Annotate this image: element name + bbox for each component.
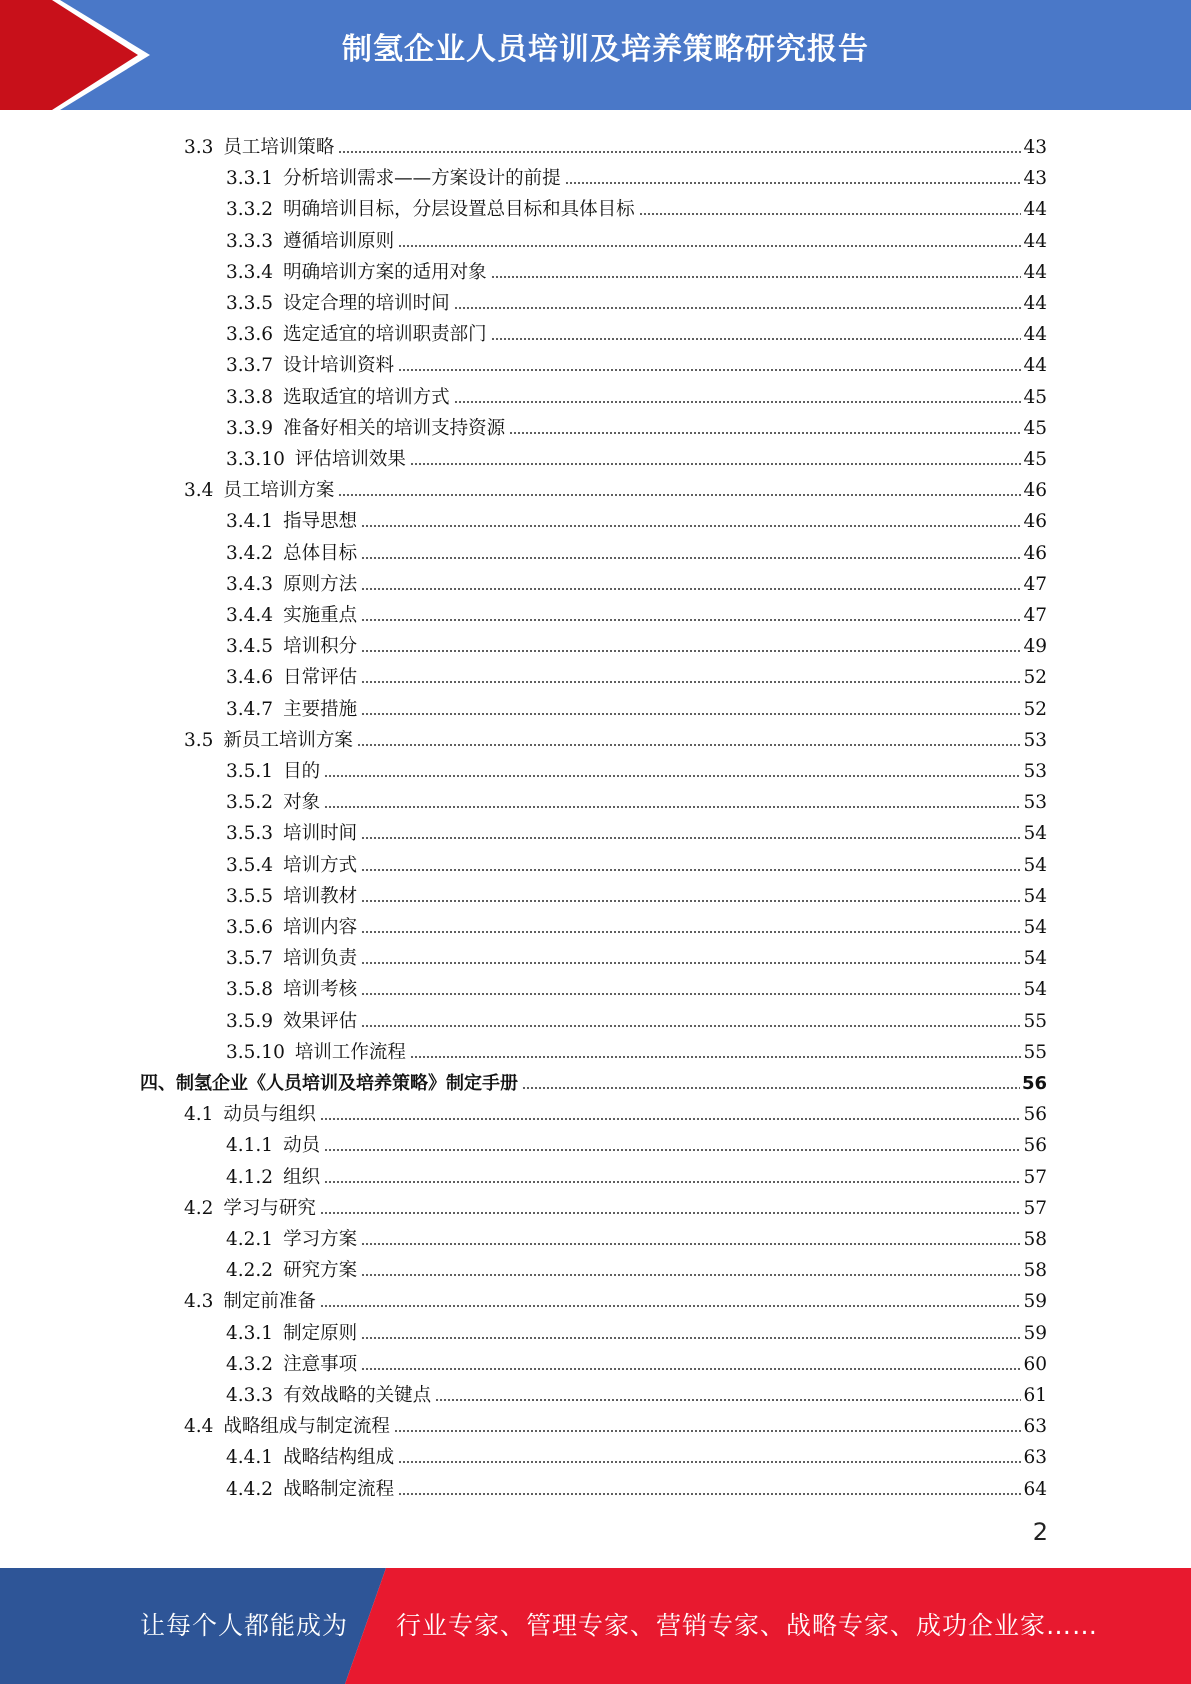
toc-dot-leader [361,1273,1021,1277]
toc-entry-page: 53 [1023,761,1047,782]
toc-entry[interactable] [226,315,1047,346]
toc-entry-number: 3.4.7 [226,698,274,720]
toc-entry-title: 有效战略的关键点 [283,1385,432,1406]
toc-entry-title: 设计培训资料 [283,355,395,377]
toc-entry[interactable] [226,190,1047,221]
toc-entry-number: 3.5.3 [226,823,274,845]
toc-entry-number: 3.4 [184,480,214,502]
toc-entry-title: 员工培训方案 [223,480,335,502]
toc-entry-page: 60 [1023,1353,1047,1375]
toc-entry-number: 4.2.2 [226,1260,274,1282]
toc-entry-number: 3.3.9 [226,417,274,439]
toc-entry-title: 制定前准备 [223,1291,316,1313]
toc-entry-page: 54 [1023,854,1047,876]
toc-entry-page: 56 [1023,1135,1047,1157]
toc-dot-leader [357,743,1022,747]
toc-entry-number: 3.4.1 [226,511,274,533]
toc-entry-page: 55 [1023,1041,1047,1063]
toc-dot-leader [361,868,1021,872]
toc-entry-page: 61 [1023,1385,1047,1406]
toc-dot-leader [398,244,1021,248]
toc-entry-number: 4.3.2 [226,1353,274,1375]
toc-entry-number: 3.5.10 [226,1041,285,1063]
toc-entry-page: 55 [1023,1010,1047,1032]
toc-entry-title: 设定合理的培训时间 [283,293,450,314]
toc-dot-leader [361,524,1021,528]
toc-entry-number: 3.3.2 [226,199,274,221]
toc-entry[interactable] [226,596,1047,627]
toc-entry[interactable] [226,409,1047,440]
toc-entry-page: 43 [1023,137,1047,158]
toc-dot-leader [361,1242,1021,1246]
toc-entry-title: 战略组成与制定流程 [223,1416,390,1438]
toc-entry-page: 47 [1023,605,1047,626]
toc-entry[interactable] [226,1126,1047,1157]
toc-entry-page: 57 [1023,1166,1047,1188]
toc-entry-number: 4.4.2 [226,1478,274,1500]
toc-entry-title: 动员 [283,1135,321,1157]
toc-entry-title: 新员工培训方案 [223,729,353,751]
toc-dot-leader [320,1117,1022,1121]
toc-entry[interactable] [226,284,1047,315]
toc-entry-number: 4.1.1 [226,1135,274,1157]
toc-entry-page: 54 [1023,948,1047,970]
toc-entry-number: 3.5.7 [226,948,274,970]
toc-entry[interactable] [226,908,1047,939]
toc-entry-title: 战略制定流程 [283,1478,395,1500]
toc-dot-leader [361,618,1021,622]
toc-dot-leader [324,805,1021,809]
toc-dot-leader [361,992,1021,996]
toc-entry-title: 学习与研究 [223,1197,316,1219]
toc-entry-page: 44 [1023,261,1047,283]
toc-entry[interactable] [140,1064,1047,1095]
toc-entry[interactable] [226,1158,1047,1189]
toc-entry-number: 3.3.5 [226,293,274,314]
toc-entry-title: 培训积分 [283,636,358,658]
toc-dot-leader [398,1460,1021,1464]
toc-entry-page: 45 [1023,417,1047,439]
toc-entry-page: 54 [1023,823,1047,845]
toc-entry[interactable] [226,159,1047,190]
toc-entry[interactable] [184,471,1047,502]
toc-entry[interactable] [226,783,1047,814]
toc-entry-number: 3.5 [184,729,214,751]
toc-entry[interactable] [226,1438,1047,1469]
toc-entry-page: 58 [1023,1229,1047,1250]
toc-entry-number: 4.4.1 [226,1447,274,1469]
toc-entry[interactable] [226,1033,1047,1064]
toc-entry[interactable] [226,690,1047,721]
toc-entry-page: 63 [1023,1416,1047,1438]
toc-entry-page: 63 [1023,1447,1047,1469]
toc-entry[interactable] [226,440,1047,471]
toc-entry-page: 47 [1023,573,1047,595]
toc-entry-number: 4.2.1 [226,1229,274,1250]
toc-entry-title: 动员与组织 [223,1104,316,1126]
toc-entry-page: 44 [1023,355,1047,377]
toc-entry-title: 指导思想 [283,511,358,533]
toc-entry-page: 45 [1023,386,1047,408]
toc-entry-page: 44 [1023,230,1047,252]
toc-entry-page: 54 [1023,885,1047,907]
toc-entry-page: 59 [1023,1322,1047,1344]
toc-entry-number: 3.3.1 [226,168,274,190]
toc-entry-title: 培训内容 [283,917,358,938]
toc-entry-number: 3.5.6 [226,917,274,938]
toc-entry-title: 选取适宜的培训方式 [283,386,450,408]
toc-entry-title: 分析培训需求——方案设计的前提 [283,168,561,190]
toc-entry-number: 3.3.10 [226,449,285,470]
toc-entry[interactable] [226,1470,1047,1501]
toc-entry[interactable] [184,1407,1047,1438]
toc-entry-number: 4.1.2 [226,1166,274,1188]
toc-entry[interactable] [226,627,1047,658]
toc-entry-number: 3.3.6 [226,324,274,346]
toc-entry-number: 3.5.2 [226,792,274,814]
toc-entry-number: 3.5.1 [226,761,274,782]
toc-entry-number: 3.5.4 [226,854,274,876]
toc-entry-page: 64 [1023,1478,1047,1500]
toc-entry-number: 3.3.8 [226,386,274,408]
toc-entry[interactable] [226,1345,1047,1376]
toc-entry-title: 选定适宜的培训职责部门 [283,324,487,346]
toc-dot-leader [361,556,1021,560]
toc-entry-title: 组织 [283,1166,321,1188]
document-title: 制氢企业人员培训及培养策略研究报告 [342,32,869,67]
toc-entry-number: 3.5.9 [226,1010,274,1032]
toc-dot-leader [398,1492,1021,1496]
toc-entry-number: 3.4.3 [226,573,274,595]
toc-entry-page: 44 [1023,324,1047,346]
toc-dot-leader [320,1304,1022,1308]
toc-entry-number: 3.3.4 [226,261,274,283]
toc-entry-title: 日常评估 [283,667,358,689]
toc-dot-leader [361,836,1021,840]
toc-dot-leader [361,1336,1021,1340]
toc-entry-page: 44 [1023,199,1047,221]
toc-entry-title: 对象 [283,792,321,814]
toc-entry-page: 43 [1023,168,1047,190]
toc-entry-page: 46 [1023,542,1047,564]
toc-dot-leader [639,212,1022,216]
toc-dot-leader [565,181,1022,185]
toc-entry-number: 3.5.5 [226,885,274,907]
toc-entry-title: 遵循培训原则 [283,230,395,252]
toc-entry-page: 53 [1023,792,1047,814]
toc-dot-leader [361,1024,1021,1028]
toc-entry-page: 46 [1023,480,1047,502]
toc-dot-leader [361,712,1021,716]
toc-dot-leader [361,649,1021,653]
toc-entry-title: 研究方案 [283,1260,358,1282]
toc-entry[interactable] [226,970,1047,1001]
toc-entry-number: 4.3 [184,1291,214,1313]
toc-entry[interactable] [226,814,1047,845]
toc-entry-title: 评估培训效果 [294,449,406,470]
toc-entry-page: 44 [1023,293,1047,314]
toc-dot-leader [324,774,1021,778]
toc-entry-number: 3.3.3 [226,230,274,252]
toc-entry-number: 3.4.4 [226,605,274,626]
toc-entry-page: 54 [1023,979,1047,1001]
toc-entry-title: 培训考核 [283,979,358,1001]
toc-dot-leader [324,1180,1021,1184]
toc-entry[interactable] [226,253,1047,284]
toc-entry-title: 培训教材 [283,885,358,907]
toc-entry[interactable] [226,1314,1047,1345]
toc-dot-leader [324,1148,1021,1152]
toc-entry[interactable] [226,752,1047,783]
toc-entry-number: 3.3 [184,137,214,158]
toc-entry-page: 57 [1023,1197,1047,1219]
toc-entry[interactable] [184,1282,1047,1313]
toc-entry-page: 45 [1023,449,1047,470]
toc-entry-title: 四、制氢企业《人员培训及培养策略》制定手册 [140,1073,518,1094]
toc-dot-leader [361,587,1021,591]
toc-entry-title: 准备好相关的培训支持资源 [283,417,506,439]
page-footer [0,1568,1191,1684]
toc-dot-leader [338,150,1021,154]
toc-dot-leader [509,431,1021,435]
toc-entry-number: 4.3.1 [226,1322,274,1344]
toc-entry-page: 49 [1023,636,1047,658]
toc-entry-page: 46 [1023,511,1047,533]
toc-entry-number: 3.4.5 [226,636,274,658]
toc-entry[interactable] [226,222,1047,253]
toc-entry[interactable] [226,1251,1047,1282]
toc-entry[interactable] [184,128,1047,159]
toc-entry-title: 主要措施 [283,698,358,720]
toc-entry[interactable] [226,378,1047,409]
toc-entry-title: 明确培训方案的适用对象 [283,261,487,283]
toc-entry-number: 3.4.2 [226,542,274,564]
toc-entry[interactable] [226,534,1047,565]
toc-entry[interactable] [226,502,1047,533]
toc-dot-leader [491,275,1022,279]
toc-entry[interactable] [184,721,1047,752]
toc-entry-title: 效果评估 [283,1010,358,1032]
toc-entry[interactable] [184,1189,1047,1220]
toc-entry-number: 4.3.3 [226,1385,274,1406]
toc-entry-title: 学习方案 [283,1229,358,1250]
toc-entry[interactable] [226,658,1047,689]
toc-dot-leader [361,899,1021,903]
toc-dot-leader [361,680,1021,684]
toc-dot-leader [522,1086,1020,1090]
toc-entry-title: 培训负责 [283,948,358,970]
toc-entry-page: 58 [1023,1260,1047,1282]
toc-entry-page: 59 [1023,1291,1047,1313]
toc-entry-title: 注意事项 [283,1353,358,1375]
toc-entry-page: 52 [1023,698,1047,720]
toc-entry-page: 56 [1021,1073,1047,1094]
toc-dot-leader [338,493,1021,497]
toc-entry-title: 制定原则 [283,1322,358,1344]
toc-entry[interactable] [184,1095,1047,1126]
toc-entry-title: 总体目标 [283,542,358,564]
toc-entry-number: 3.5.8 [226,979,274,1001]
toc-entry-page: 52 [1023,667,1047,689]
toc-entry-number: 3.3.7 [226,355,274,377]
toc-entry[interactable] [226,565,1047,596]
toc-dot-leader [491,337,1022,341]
toc-entry-number: 3.4.6 [226,667,274,689]
toc-entry-page: 56 [1023,1104,1047,1126]
toc-entry-number: 4.1 [184,1104,214,1126]
toc-dot-leader [435,1398,1021,1402]
page-header [0,0,1191,110]
toc-dot-leader [394,1429,1022,1433]
toc-dot-leader [361,961,1021,965]
page-number: 2 [1032,1518,1048,1546]
toc-dot-leader [361,930,1021,934]
toc-dot-leader [361,1367,1021,1371]
toc-entry-title: 战略结构组成 [283,1447,395,1469]
toc-entry-title: 培训方式 [283,854,358,876]
toc-entry-title: 目的 [283,761,321,782]
toc-entry[interactable] [226,846,1047,877]
toc-entry[interactable] [226,346,1047,377]
toc-dot-leader [454,306,1022,310]
toc-entry-number: 4.4 [184,1416,214,1438]
toc-entry[interactable] [226,1002,1047,1033]
toc-entry[interactable] [226,877,1047,908]
toc-entry-title: 培训工作流程 [294,1041,406,1063]
toc-entry-title: 培训时间 [283,823,358,845]
toc-entry-number: 4.2 [184,1197,214,1219]
toc-dot-leader [320,1211,1022,1215]
toc-dot-leader [398,368,1021,372]
toc-dot-leader [410,462,1022,466]
toc-entry-title: 原则方法 [283,573,358,595]
toc-entry-title: 实施重点 [283,605,358,626]
toc-entry-title: 明确培训目标，分层设置总目标和具体目标 [283,199,635,221]
footer-slogan-left: 让每个人都能成为 [140,1611,349,1640]
footer-slogan-right: 行业专家、管理专家、营销专家、战略专家、成功企业家…… [396,1611,1099,1640]
toc-entry-title: 员工培训策略 [223,137,335,158]
toc-entry[interactable] [226,939,1047,970]
toc-entry[interactable] [226,1376,1047,1407]
toc-entry-page: 54 [1023,917,1047,938]
toc-entry[interactable] [226,1220,1047,1251]
toc-dot-leader [454,400,1022,404]
toc-entry-page: 53 [1023,729,1047,751]
toc-dot-leader [410,1055,1022,1059]
